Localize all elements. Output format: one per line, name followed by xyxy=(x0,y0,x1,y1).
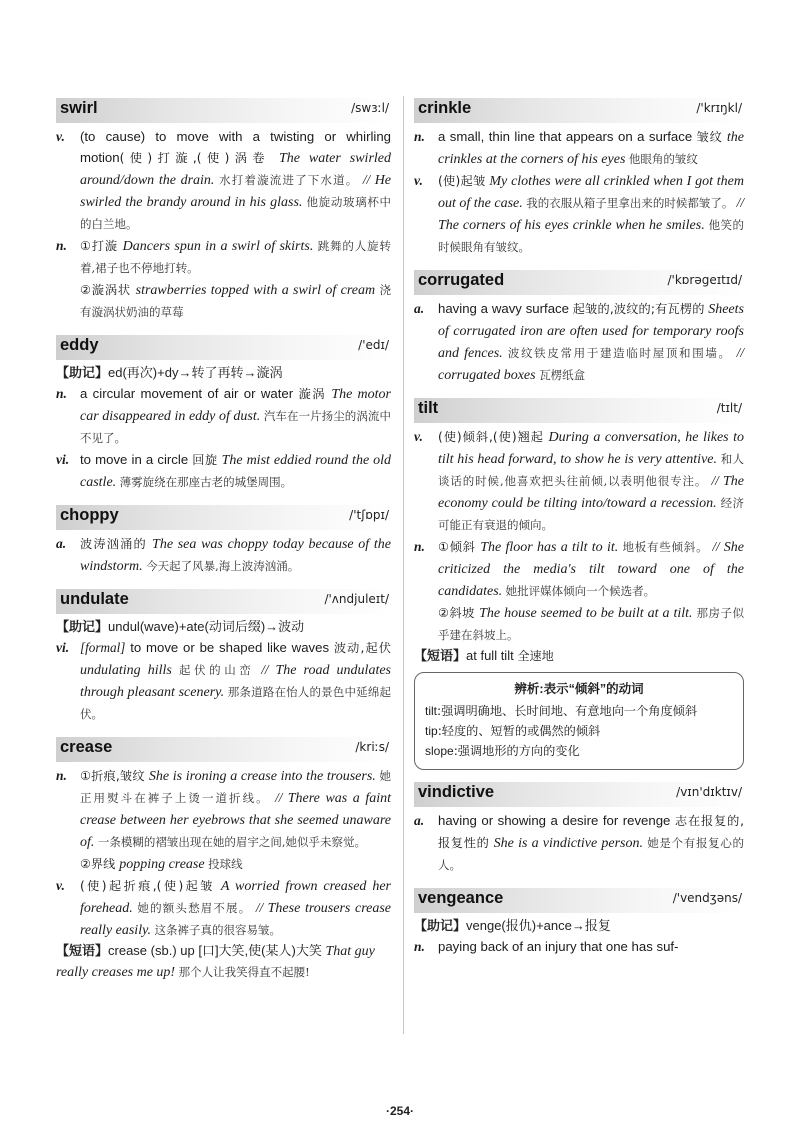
text-run-exzh: 他旋动玻璃杯中的白兰地。 xyxy=(80,195,391,231)
text-run-exzh: 今天起了风暴,海上波涛汹涌。 xyxy=(146,559,300,573)
text-run-ex: The sea was choppy today because of the windstorm. xyxy=(80,537,392,574)
text-run-ex: These trousers crease really easily. xyxy=(80,901,392,938)
entry-header xyxy=(414,888,744,913)
entry-vindictive xyxy=(414,782,744,876)
synonym-box-title: 辨析:表示“倾斜”的动词 xyxy=(514,682,644,696)
entry-vengeance xyxy=(414,888,744,957)
text-run-ex: The economy could be tilting into/toward a recession. xyxy=(438,474,744,511)
text-run-ex: Sheets of corrugated iron are often used for temporary roofs and fences. xyxy=(438,302,744,361)
text-run-ex: The mist eddied round the old castle. xyxy=(80,453,392,490)
headword: choppy xyxy=(60,506,119,524)
text-run-ex: She is ironing a crease into the trousers. xyxy=(148,769,380,784)
sense xyxy=(56,383,391,449)
sub-sense xyxy=(438,602,744,646)
phonetic: /kriːs/ xyxy=(355,740,389,754)
headword: undulate xyxy=(60,590,129,608)
text-run-sep: // xyxy=(731,345,745,360)
phonetic: /tɪlt/ xyxy=(716,401,742,415)
right-column xyxy=(414,98,744,969)
synonym-term: tip xyxy=(425,724,438,738)
sense-body xyxy=(438,810,744,876)
sense-body xyxy=(438,536,744,646)
column-divider xyxy=(403,96,404,1034)
text-run-exzh: 投球线 xyxy=(208,857,243,871)
text-run-def: having a wavy surface xyxy=(438,301,573,316)
sense xyxy=(56,875,391,941)
mnemonic-note xyxy=(414,916,744,936)
entry-corrugated xyxy=(414,270,744,386)
headword: swirl xyxy=(60,99,98,117)
part-of-speech: n. xyxy=(414,939,425,954)
sense xyxy=(56,637,391,725)
part-of-speech: a. xyxy=(414,813,425,828)
text-run-ex: She criticized the media's tilt toward one of the candidates. xyxy=(438,540,744,599)
entry-tilt xyxy=(414,398,744,770)
text-run-exzh: 他眼角的皱纹 xyxy=(628,152,698,166)
sub-sense xyxy=(80,853,391,875)
headword: vengeance xyxy=(418,889,504,907)
sense-body xyxy=(80,533,391,577)
text-run-def: (to cause) to move with a twisting or whirling motion xyxy=(80,129,391,165)
headword: crease xyxy=(60,738,113,756)
text-run-sep: // xyxy=(251,900,268,915)
entry-header xyxy=(414,270,744,295)
text-run-ex: The water swirled around/down the drain. xyxy=(80,151,391,188)
sense-body xyxy=(80,126,391,235)
sub-sense xyxy=(438,536,744,602)
text-run-exzh: 那条道路在怡人的景色中延绵起伏。 xyxy=(80,685,391,721)
phonetic: /'vendʒəns/ xyxy=(672,891,742,905)
text-run-ex: He swirled the brandy around in his glass. xyxy=(80,173,392,210)
text-run-exzh: 起伏的山峦 xyxy=(178,663,255,677)
text-run-def: to move in a circle xyxy=(80,452,193,467)
sense xyxy=(414,170,744,258)
sense xyxy=(414,936,744,957)
part-of-speech: vi. xyxy=(56,452,70,467)
text-run-zh: 波涛汹涌的 xyxy=(80,537,153,551)
phonetic: /'tʃɒpɪ/ xyxy=(349,508,389,522)
phonetic: /'edɪ/ xyxy=(358,338,389,352)
text-run-exzh: 波纹铁皮常用于建造临时屋顶和围墙。 xyxy=(507,346,732,360)
sense-body xyxy=(80,449,391,493)
text-run-def: a small, thin line that appears on a surface xyxy=(438,129,697,144)
text-run-zh: (使)倾斜,(使)翘起 xyxy=(438,430,544,444)
phrase-note xyxy=(56,941,391,983)
note-text: ed(再次)+dy→转了再转→漩涡 xyxy=(108,365,283,380)
phrase-label: 【短语】 xyxy=(414,648,467,663)
text-run-ex: The house seemed to be built at a tilt. xyxy=(479,606,697,621)
headword: crinkle xyxy=(418,99,472,117)
headword: vindictive xyxy=(418,783,495,801)
entry-undulate xyxy=(56,589,391,725)
sense xyxy=(414,536,744,646)
part-of-speech: n. xyxy=(56,238,67,253)
text-run-exzh: 一条模糊的褶皱出现在她的眉宇之间,她似乎未察觉。 xyxy=(97,835,367,849)
part-of-speech: n. xyxy=(56,768,67,783)
text-run-sep: // xyxy=(708,539,724,554)
text-run-exzh: 这条裤子真的很容易皱。 xyxy=(154,923,282,937)
sense xyxy=(56,449,391,493)
synonym-item xyxy=(425,721,733,741)
text-run-ex: the crinkles at the corners of his eyes xyxy=(438,130,744,167)
mnemonic-note xyxy=(56,363,391,383)
sense-body xyxy=(438,298,744,386)
text-run-ex: undulating hills xyxy=(80,663,179,678)
text-run-ex: During a conversation, he likes to tilt his head forward, to show he is very attentive. xyxy=(438,430,744,467)
text-run-ex: The corners of his eyes crinkle when he smiles. xyxy=(438,218,709,233)
sense-body xyxy=(438,936,744,957)
text-run-zh: ①倾斜 xyxy=(438,540,481,554)
headword: tilt xyxy=(418,399,439,417)
text-run-zh: ②界线 xyxy=(80,857,120,871)
entry-header xyxy=(414,398,744,423)
part-of-speech: a. xyxy=(56,536,67,551)
text-run-zh: 起皱的,波纹的;有瓦楞的 xyxy=(572,302,705,316)
entry-header xyxy=(56,335,391,360)
mnemonic-note xyxy=(56,617,391,637)
text-run-zh: 回旋 xyxy=(192,453,218,467)
text-run-exzh: 她批评媒体倾向一个候选者。 xyxy=(505,584,656,598)
sense-body xyxy=(80,765,391,875)
part-of-speech: vi. xyxy=(56,640,70,655)
sense-body xyxy=(80,875,391,941)
phonetic: /'kɒrəgeɪtɪd/ xyxy=(667,273,742,287)
entry-crinkle xyxy=(414,98,744,258)
page-number: ·254· xyxy=(385,1104,414,1118)
sense-body xyxy=(80,235,391,323)
text-run-ex: The road undulates through pleasant scenery. xyxy=(80,663,392,700)
sense-body xyxy=(438,126,744,170)
text-run-exzh: 经济可能正有衰退的倾向。 xyxy=(438,496,745,532)
text-run-sep: // xyxy=(358,172,375,187)
sense-body xyxy=(80,383,391,449)
part-of-speech: n. xyxy=(414,129,425,144)
text-run-zh: 皱纹 xyxy=(696,130,723,144)
sense-body xyxy=(438,426,744,536)
text-run-exzh: 汽车在一片扬尘的涡流中不见了。 xyxy=(80,409,391,445)
entry-header xyxy=(56,505,391,530)
text-run-def: at full tilt xyxy=(466,648,518,663)
text-run-exzh: 水打着漩流进了下水道。 xyxy=(219,173,359,187)
part-of-speech: n. xyxy=(56,386,67,401)
text-run-def: paying back of an injury that one has suf- xyxy=(438,939,679,954)
synonym-item xyxy=(425,701,733,721)
text-run-zh: 波动,起伏 xyxy=(333,641,391,655)
entry-choppy xyxy=(56,505,391,577)
text-run-def: to move or be shaped like waves xyxy=(125,640,334,655)
text-run-ex: A worried frown creased her forehead. xyxy=(80,879,391,916)
sense xyxy=(56,765,391,875)
text-run-exzh: 我的衣服从箱子里拿出来的时候都皱了。 xyxy=(526,196,734,210)
text-run-exzh: 和人谈话的时候,他喜欢把头往前倾,以表明他很专注。 xyxy=(438,452,745,488)
text-run-zh: (使)起皱 xyxy=(438,174,486,188)
text-run-ex: That guy really creases me up! xyxy=(56,944,375,980)
entry-header xyxy=(414,782,744,807)
sense xyxy=(414,810,744,876)
synonym-desc: :强调明确地、长时间地、有意地向一个角度倾斜 xyxy=(437,704,698,718)
text-run-ex: corrugated boxes xyxy=(438,368,540,383)
note-label: 【助记】 xyxy=(56,365,109,380)
synonym-term: tilt xyxy=(425,704,437,718)
text-run-exzh: 她的额头愁眉不展。 xyxy=(137,901,252,915)
part-of-speech: v. xyxy=(414,429,423,444)
text-run-def: having or showing a desire for revenge xyxy=(438,813,675,828)
text-run-zh: (使)打漩,(使)涡卷 xyxy=(119,151,271,165)
entry-header xyxy=(56,737,391,762)
sense xyxy=(414,126,744,170)
part-of-speech: n. xyxy=(414,539,425,554)
note-text: venge(报仇)+ance→报复 xyxy=(466,918,611,933)
entry-crease xyxy=(56,737,391,983)
synonym-item xyxy=(425,741,733,761)
text-run-ex: The motor car disappeared in eddy of dust. xyxy=(80,387,391,424)
sub-sense xyxy=(80,279,391,323)
sub-sense xyxy=(80,235,391,279)
phrase-label: 【短语】 xyxy=(56,943,109,958)
text-run-sep: // xyxy=(707,473,723,488)
headword: corrugated xyxy=(418,271,505,289)
phonetic: /swɜːl/ xyxy=(351,101,389,115)
note-label: 【助记】 xyxy=(56,619,109,634)
text-run-exzh: 那个人让我笑得直不起腰! xyxy=(178,965,310,979)
entry-eddy xyxy=(56,335,391,493)
part-of-speech: v. xyxy=(414,173,423,188)
text-run-sep: // xyxy=(269,790,288,805)
note-text: undul(wave)+ate(动词后缀)→波动 xyxy=(108,619,305,634)
text-run-exzh: 他笑的时候眼角有皱纹。 xyxy=(438,218,744,254)
text-run-zh: ①折痕,皱纹 xyxy=(80,769,149,783)
sense xyxy=(414,298,744,386)
text-run-exzh: 那房子似乎建在斜坡上。 xyxy=(438,606,744,642)
text-run-zh: 全速地 xyxy=(517,649,554,663)
entry-header xyxy=(414,98,744,123)
synonym-desc: :强调地形的方向的变化 xyxy=(453,744,580,758)
text-run-ex: The floor has a tilt to it. xyxy=(480,540,623,555)
text-run-reg: [formal] xyxy=(80,640,126,655)
sense xyxy=(56,235,391,323)
text-run-zh: ②漩涡状 xyxy=(80,283,136,297)
synonym-box xyxy=(414,672,744,770)
sense-body xyxy=(80,637,391,725)
phonetic: /'krɪŋkl/ xyxy=(696,101,742,115)
phrase-note xyxy=(414,646,744,666)
text-run-exzh: 她正用熨斗在裤子上烫一道折线。 xyxy=(80,769,391,805)
text-run-exzh: 跳舞的人旋转着,裙子也不停地打转。 xyxy=(80,239,391,275)
text-run-def: crease (sb.) up [口]大笑,使(某人)大笑 xyxy=(108,943,326,958)
part-of-speech: a. xyxy=(414,301,425,316)
text-run-ex: Dancers spun in a swirl of skirts. xyxy=(122,239,318,254)
note-label: 【助记】 xyxy=(414,918,467,933)
entry-swirl xyxy=(56,98,391,323)
text-run-ex: My clothes were all crinkled when I got them out of the case. xyxy=(438,174,744,211)
sense xyxy=(56,126,391,235)
phonetic: /vɪn'dɪktɪv/ xyxy=(676,785,742,799)
sense xyxy=(56,533,391,577)
text-run-exzh: 她是个有报复心的人。 xyxy=(438,836,745,872)
text-run-sep: // xyxy=(733,195,745,210)
text-run-zh: (使)起折痕,(使)起皱 xyxy=(80,879,215,893)
text-run-ex: She is a vindictive person. xyxy=(489,836,648,851)
part-of-speech: v. xyxy=(56,129,65,144)
synonym-term: slope xyxy=(425,744,454,758)
text-run-zh: 志在报复的,报复性的 xyxy=(438,814,744,850)
text-run-def: a circular movement of air or water xyxy=(80,386,299,401)
text-run-exzh: 瓦楞纸盒 xyxy=(539,368,586,382)
sub-sense xyxy=(80,765,391,853)
text-run-exzh: 浇有漩涡状奶油的草莓 xyxy=(80,283,391,319)
entry-header xyxy=(56,98,391,123)
phonetic: /'ʌndjuleɪt/ xyxy=(324,592,389,606)
headword: eddy xyxy=(60,336,99,354)
text-run-exzh: 地板有些倾斜。 xyxy=(622,540,709,554)
entry-header xyxy=(56,589,391,614)
text-run-ex: popping crease xyxy=(119,857,209,872)
text-run-zh: ①打漩 xyxy=(80,239,123,253)
sense-body xyxy=(438,170,744,258)
text-run-ex: strawberries topped with a swirl of cream xyxy=(135,283,380,298)
text-run-zh: ②斜坡 xyxy=(438,606,480,620)
synonym-desc: :轻度的、短暂的或偶然的倾斜 xyxy=(437,724,601,738)
sense xyxy=(414,426,744,536)
text-run-ex: There was a faint crease between her eyebrows that she seemed unaware of. xyxy=(80,791,392,850)
text-run-zh: 漩涡 xyxy=(298,387,327,401)
text-run-exzh: 薄雾旋绕在那座古老的城堡周围。 xyxy=(119,475,293,489)
text-run-sep: // xyxy=(254,662,276,677)
left-column xyxy=(56,98,391,995)
part-of-speech: v. xyxy=(56,878,65,893)
